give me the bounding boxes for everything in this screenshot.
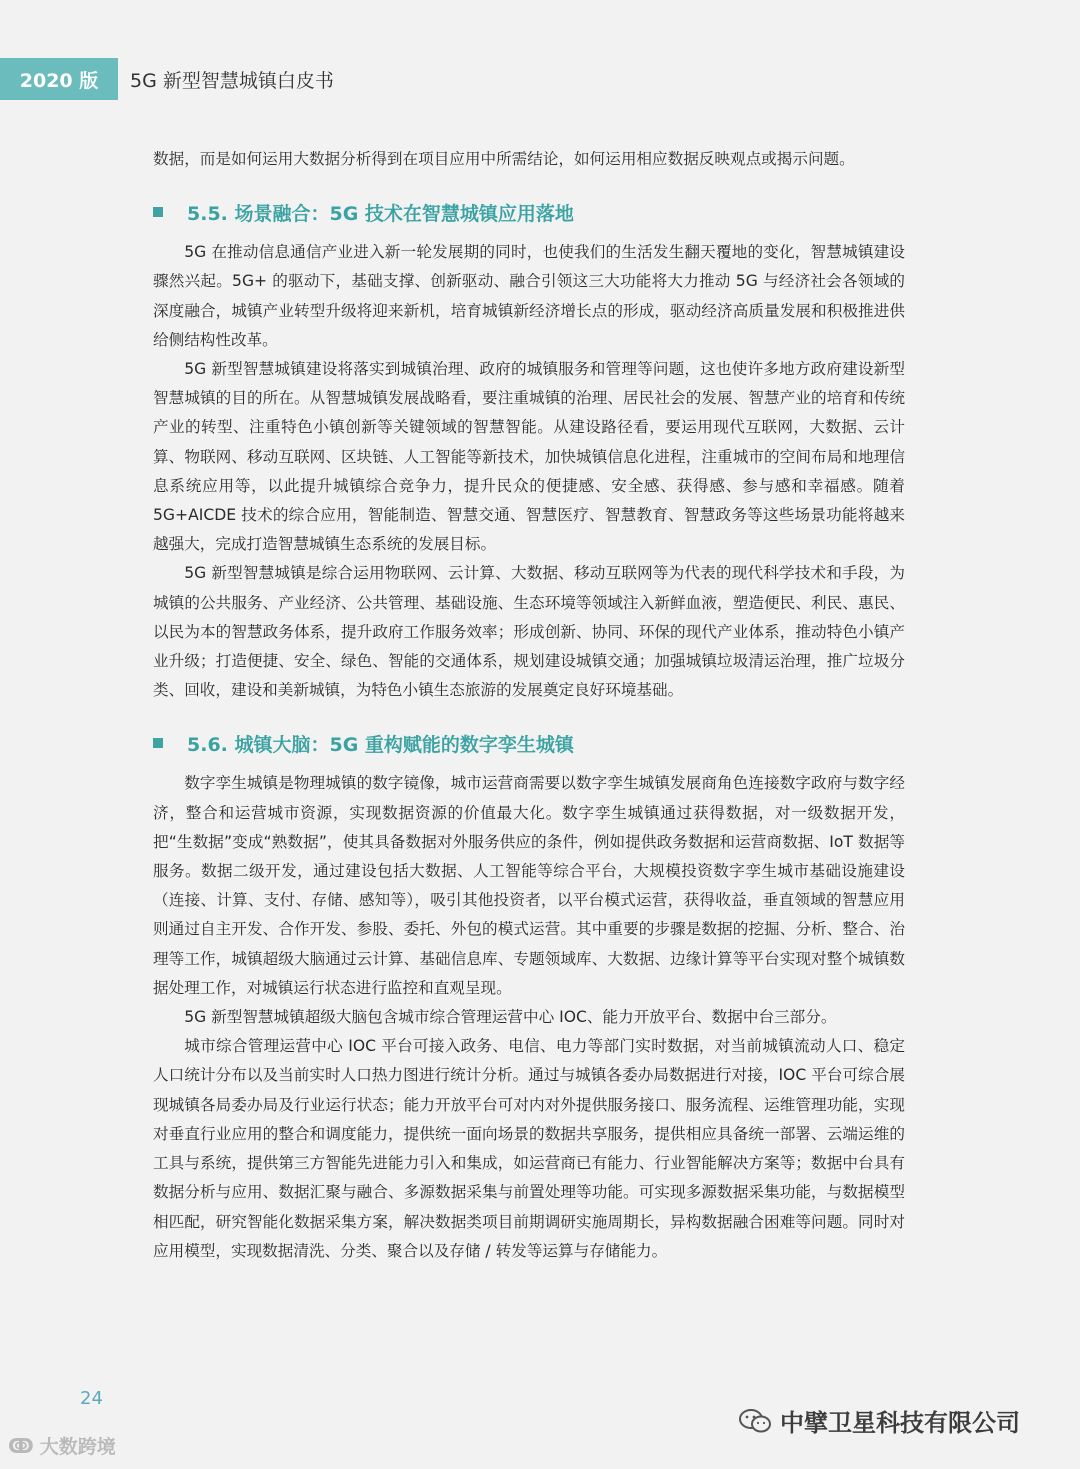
section-title-5-6: 5.6. 城镇大脑：5G 重构赋能的数字孪生城镇 <box>187 733 574 756</box>
page-number: 24 <box>80 1388 103 1409</box>
watermark-left-text: 大数跨境 <box>39 1436 116 1458</box>
paragraph: 5G 新型智慧城镇是综合运用物联网、云计算、大数据、移动互联网等为代表的现代科学技术和手段，为城镇的公共服务、产业经济、公共管理、基础设施、生态环境等领域注入新鲜血液，塑造便民、利民、惠民、以民为本的智慧政务体系，提升政府工作服务效率；形成创新、协同、环保的现代产业体系，推动特色小镇产业升级；打造便捷、安全、绿色、智能的交通体系，规划建设城镇交通；加强城镇垃圾清运治理，推广垃圾分类、回收，建设和美新城镇，为特色小镇生态旅游的发展奠定良好环境基础。 <box>153 564 905 700</box>
paragraph: 5G 在推动信息通信产业进入新一轮发展期的同时，也使我们的生活发生翻天覆地的变化，智慧城镇建设骤然兴起。5G+ 的驱动下，基础支撑、创新驱动、融合引领这三大功能将大力推动 5G 与经济社会各领域的深度融合，城镇产业转型升级将迎来新机，培育城镇新经济增长点的形成，驱动经济高质量发展和积极推进供给侧结构性改革。 <box>153 243 905 349</box>
paragraph: 5G 新型智慧城镇建设将落实到城镇治理、政府的城镇服务和管理等问题，这也使许多地方政府建设新型智慧城镇的目的所在。从智慧城镇发展战略看，要注重城镇的治理、居民社会的发展、智慧产业的培育和传统产业的转型、注重特色小镇创新等关键领域的智慧智能。从建设路径看，要运用现代互联网，大数据、云计算、物联网、移动互联网、区块链、人工智能等新技术，加快城镇信息化进程，注重城市的空间布局和地理信息系统应用等，以此提升城镇综合竞争力，提升民众的便捷感、安全感、获得感、参与感和幸福感。随着 5G+AICDE 技术的综合应用，智能制造、智慧交通、智慧医疗、智慧教育、智慧政务等这些场景功能将越来越强大，完成打造智慧城镇生态系统的发展目标。 <box>153 360 905 554</box>
section-heading-5-5 <box>153 192 905 232</box>
paragraph: 5G 新型智慧城镇超级大脑包含城市综合管理运营中心 IOC、能力开放平台、数据中台三部分。 <box>184 1008 837 1027</box>
logo-swirl-icon: ↂ <box>8 1433 34 1458</box>
square-bullet-icon <box>153 738 163 748</box>
paragraph: 数字孪生城镇是物理城镇的数字镜像，城市运营商需要以数字孪生城镇发展商角色连接数字政府与数字经济，整合和运营城市资源，实现数据资源的价值最大化。数字孪生城镇通过获得数据，对一级数据开发，把“生数据”变成“熟数据”，使其具备数据对外服务供应的条件，例如提供政务数据和运营商数据、IoT 数据等服务。数据二级开发，通过建设包括大数据、人工智能等综合平台，大规模投资数字孪生城市基础设施建设（连接、计算、支付、存储、感知等），吸引其他投资者，以平台模式运营，获得收益，垂直领域的智慧应用则通过自主开发、合作开发、参股、委托、外包的模式运营。其中重要的步骤是数据的挖掘、分析、整合、治理等工作，城镇超级大脑通过云计算、基础信息库、专题领域库、大数据、边缘计算等平台实现对整个城镇数据处理工作，对城镇运行状态进行监控和直观呈现。 <box>153 774 905 997</box>
square-bullet-icon <box>153 207 163 217</box>
intro-line: 数据，而是如何运用大数据分析得到在项目应用中所需结论，如何运用相应数据反映观点或揭示问题。 <box>153 150 855 168</box>
document-title: 5G 新型智慧城镇白皮书 <box>130 69 334 92</box>
section-title-5-5: 5.5. 场景融合：5G 技术在智慧城镇应用落地 <box>187 202 574 225</box>
edition-label: 2020 版 <box>19 69 99 92</box>
page-content <box>153 145 905 1266</box>
edition-badge <box>0 58 118 100</box>
watermark-right <box>738 1403 1020 1438</box>
section-heading-5-6 <box>153 723 905 763</box>
watermark-left <box>8 1432 116 1459</box>
wechat-icon <box>738 1408 772 1434</box>
paragraph: 城市综合管理运营中心 IOC 平台可接入政务、电信、电力等部门实时数据，对当前城镇流动人口、稳定人口统计分布以及当前实时人口热力图进行统计分析。通过与城镇各委办局数据进行对接，IOC 平台可综合展现城镇各局委办局及行业运行状态；能力开放平台可对内对外提供服务接口、服务流程、运维管理功能，实现对垂直行业应用的整合和调度能力，提供统一面向场景的数据共享服务，提供相应具备统一部署、云端运维的工具与系统，提供第三方智能先进能力引入和集成，如运营商已有能力、行业智能解决方案等；数据中台具有数据分析与应用、数据汇聚与融合、多源数据采集与前置处理等功能。可实现多源数据采集功能，与数据模型相匹配，研究智能化数据采集方案，解决数据类项目前期调研实施周期长，异构数据融合困难等问题。同时对应用模型，实现数据清洗、分类、聚合以及存储 / 转发等运算与存储能力。 <box>153 1037 905 1260</box>
watermark-right-text: 中擘卫星科技有限公司 <box>780 1409 1020 1437</box>
